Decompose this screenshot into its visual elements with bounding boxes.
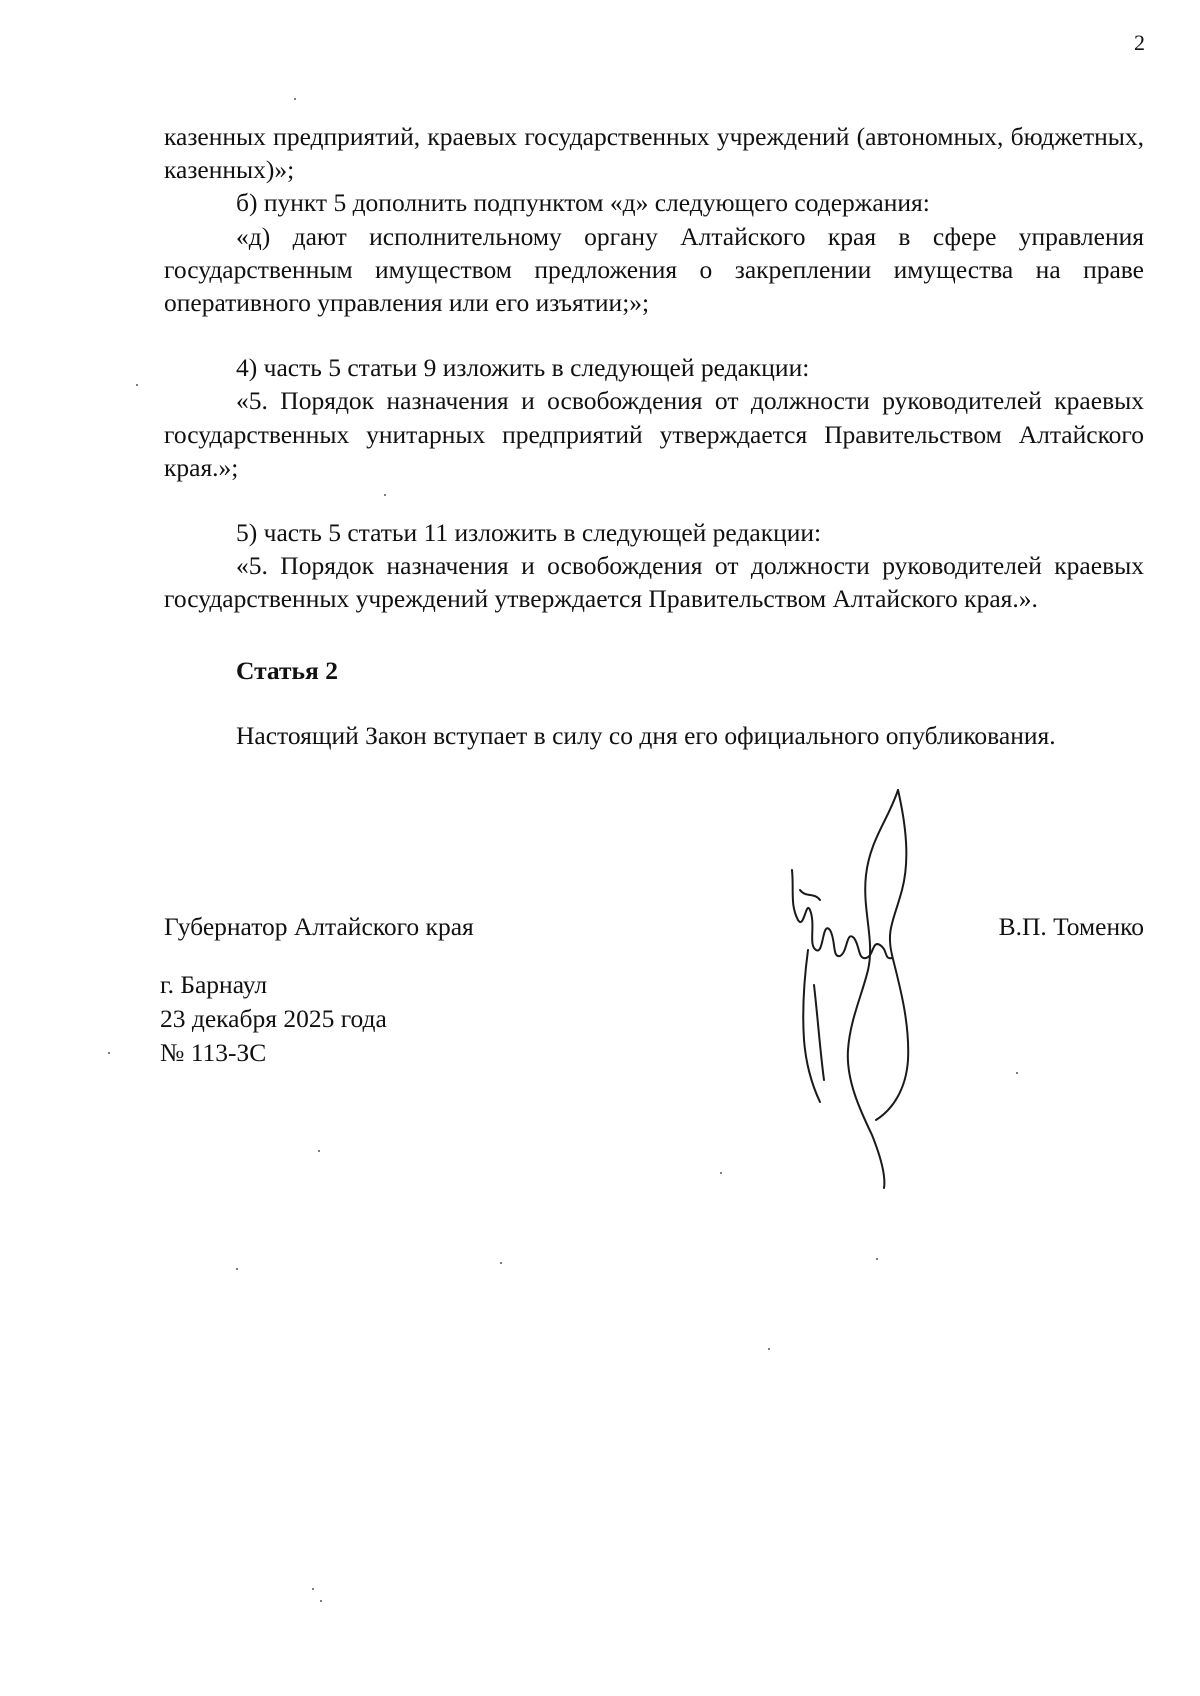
place-date-number (160, 968, 387, 1070)
city: г. Барнаул (160, 970, 268, 999)
spacer (164, 484, 1144, 516)
scan-speck (312, 1588, 314, 1590)
handwritten-signature (780, 780, 980, 1200)
paragraph-item-4-text: «5. Порядок назначения и освобождения от должности руководителей краевых государственных унитарных предприятий утверждается Правительством Алтайского края.»; (164, 386, 1144, 482)
scan-speck (236, 1268, 238, 1270)
scan-speck (294, 98, 296, 100)
article-heading: Статья 2 (236, 655, 338, 685)
scan-speck (768, 1348, 770, 1350)
paragraph-item-4: 4) часть 5 статьи 9 изложить в следующей редакции: (236, 353, 810, 383)
scan-speck (500, 1262, 502, 1264)
paragraph-effective-date: Настоящий Закон вступает в силу со дня его официального опубликования. (236, 720, 1056, 750)
signatory-title: Губернатор Алтайского края (164, 912, 474, 941)
spacer (164, 319, 1144, 351)
scan-speck (318, 1150, 320, 1152)
law-number: № 113-ЗС (160, 1038, 267, 1067)
paragraph-subitem-d: «д) дают исполнительному органу Алтайского края в сфере управления государственным имуществом предложения о закреплении имущества на праве оперативного управления или его изъятии;»; (164, 221, 1144, 318)
spacer (164, 687, 1144, 719)
paragraph-continuation: казенных предприятий, краевых государственных учреждений (автономных, бюджетных, казенных)»; (164, 122, 1144, 185)
paragraph-amendment-b: б) пункт 5 дополнить подпунктом «д» следующего содержания: (236, 188, 930, 218)
scan-speck (1016, 1072, 1018, 1074)
spacer (164, 616, 1144, 654)
scan-speck (320, 1600, 322, 1602)
date: 23 декабря 2025 года (160, 1004, 387, 1033)
scan-speck (876, 1258, 878, 1260)
page-number: 2 (1134, 30, 1145, 55)
scan-speck (108, 1052, 110, 1054)
document-body (164, 120, 1144, 752)
signatory-name: В.П. Томенко (998, 912, 1144, 941)
paragraph-item-5-text: «5. Порядок назначения и освобождения от должности руководителей краевых государственных учреждений утверждается Правительством Алтайского края.». (164, 551, 1144, 614)
scan-speck (384, 494, 386, 496)
paragraph-item-5: 5) часть 5 статьи 11 изложить в следующей редакции: (236, 518, 822, 548)
scan-speck (720, 1172, 722, 1174)
scan-speck (136, 384, 138, 386)
